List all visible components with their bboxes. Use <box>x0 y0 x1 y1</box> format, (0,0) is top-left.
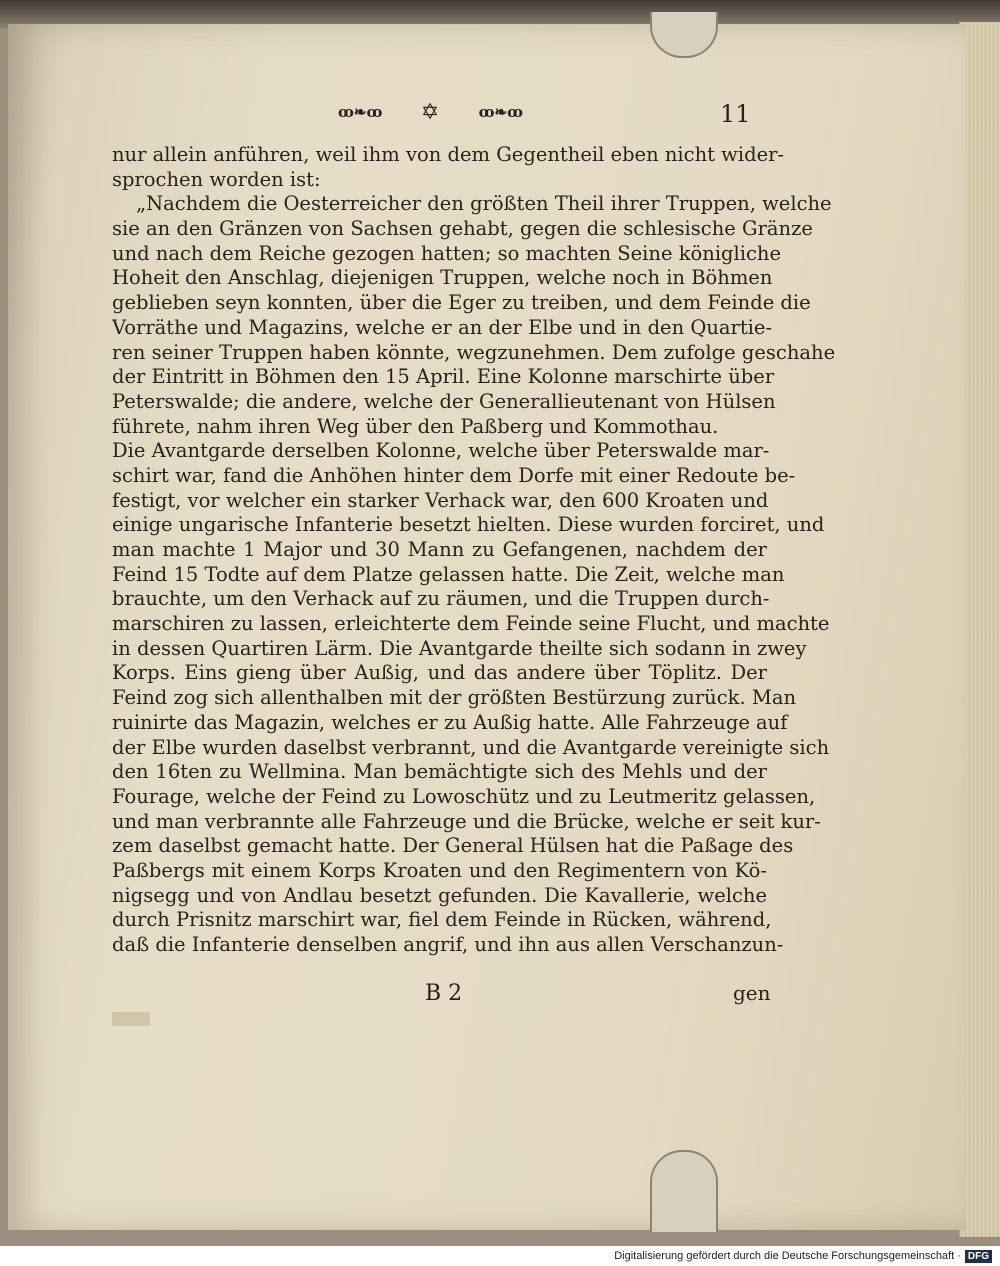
text-line: Feind zog sich allenthalben mit der größten Bestürzung zurück. Man <box>112 686 797 710</box>
text-line: Peterswalde; die andere, welche der Generallieutenant von Hülsen <box>112 389 776 413</box>
ornament-star-icon: ✡ <box>420 99 441 125</box>
text-line: nur allein anführen, weil ihm von dem Gegentheil eben nicht wider- <box>112 143 785 166</box>
header-ornament <box>338 98 523 126</box>
text-line: ren seiner Truppen haben könnte, wegzunehmen. Dem zufolge geschahe <box>112 340 836 364</box>
text-line: den 16ten zu Wellmina. Man bemächtigte sich des Mehls und der <box>112 760 767 784</box>
binding-tab-bottom <box>650 1150 718 1232</box>
text-line: marschiren zu lassen, erleichterte dem Feinde seine Flucht, und machte <box>112 612 830 636</box>
text-line: nigsegg und von Andlau besetzt gefunden. Die Kavallerie, welche <box>112 883 767 907</box>
signature-mark: B 2 <box>425 981 463 1006</box>
text-line: man machte 1 Major und 30 Mann zu Gefangenen, nachdem der <box>112 538 767 561</box>
text-line: Fourage, welche der Feind zu Lowoschütz und zu Leutmeritz gelassen, <box>112 784 816 808</box>
text-line: Korps. Eins gieng über Außig, und das andere über Töplitz. Der <box>112 661 767 685</box>
text-line: sie an den Gränzen von Sachsen gehabt, gegen die schlesische Gränze <box>112 217 813 241</box>
text-line: schirt war, fand die Anhöhen hinter dem Dorfe mit einer Redoute be- <box>112 463 796 487</box>
text-line: daß die Infanterie denselben angrif, und ihn aus allen Verschanzun- <box>112 933 784 956</box>
dfg-logo-icon: DFG <box>965 1250 992 1263</box>
text-line: führete, nahm ihren Weg über den Paßberg und Kommothau. <box>112 414 719 438</box>
text-line: und man verbrannte alle Fahrzeuge und die Brücke, welche er seit kur- <box>112 809 821 833</box>
text-line: durch Prisnitz marschirt war, fiel dem Feinde in Rücken, während, <box>112 908 772 932</box>
text-line: ruinirte das Magazin, welches er zu Außig hatte. Alle Fahrzeuge auf <box>112 710 788 734</box>
footer-credit: Digitalisierung gefördert durch die Deutsche Forschungsgemeinschaft · <box>614 1250 961 1262</box>
text-line: der Eintritt in Böhmen den 15 April. Eine Kolonne marschirte über <box>112 365 775 389</box>
text-line: Hoheit den Anschlag, diejenigen Truppen, welche noch in Böhmen <box>112 266 773 290</box>
footer-bar <box>0 1246 1000 1266</box>
page-number: 11 <box>720 100 751 128</box>
text-line: und nach dem Reiche gezogen hatten; so machten Seine königliche <box>112 241 782 265</box>
text-line: festigt, vor welcher ein starker Verhack war, den 600 Kroaten und <box>112 488 769 512</box>
text-line: in dessen Quartiren Lärm. Die Avantgarde theilte sich sodann in zwey <box>112 636 807 660</box>
text-line: zem daselbst gemacht hatte. Der General Hülsen hat die Paßage des <box>112 834 794 858</box>
text-line: Feind 15 Todte auf dem Platze gelassen hatte. Die Zeit, welche man <box>112 562 785 586</box>
text-line: geblieben seyn konnten, über die Eger zu treiben, und dem Feinde die <box>112 291 811 315</box>
library-stamp <box>112 1012 150 1026</box>
text-line: der Elbe wurden daselbst verbrannt, und die Avantgarde vereinigte sich <box>112 735 830 759</box>
text-line: einige ungarische Infanterie besetzt hielten. Diese wurden forciret, und <box>112 513 825 537</box>
ornament-right: ꝏ❧ꝏ <box>478 103 523 121</box>
text-line: Vorräthe und Magazins, welche er an der Elbe und in den Quartie- <box>112 315 773 339</box>
catchword: gen <box>733 981 771 1005</box>
text-line: brauchte, um den Verhack auf zu räumen, und die Truppen durch- <box>112 587 770 611</box>
text-line: Die Avantgarde derselben Kolonne, welche über Peterswalde mar- <box>112 439 770 463</box>
text-line: sprochen worden ist: <box>112 167 321 191</box>
text-line: „Nachdem die Oesterreicher den größten Theil ihrer Truppen, welche <box>136 192 832 216</box>
text-line: Paßbergs mit einem Korps Kroaten und den Regimentern von Kö- <box>112 858 767 882</box>
ornament-left: ꝏ❧ꝏ <box>338 103 383 121</box>
body-text <box>112 143 836 958</box>
